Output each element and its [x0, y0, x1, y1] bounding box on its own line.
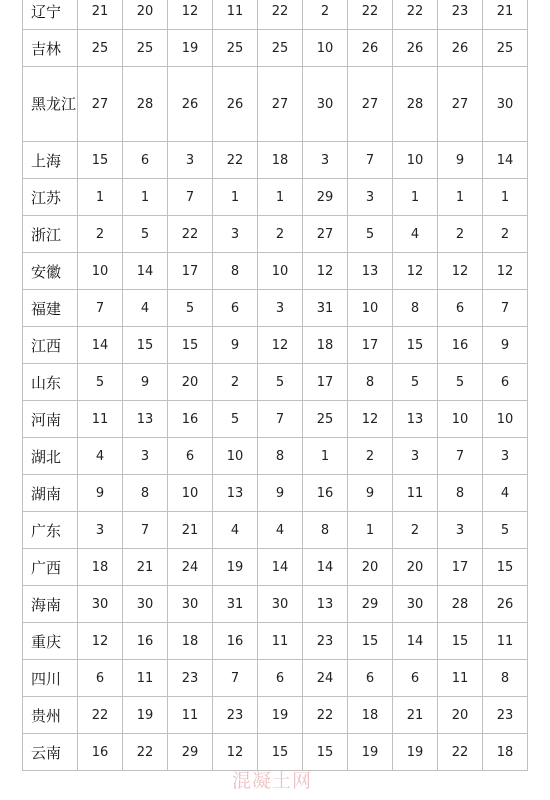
rank-cell: 6: [438, 290, 483, 327]
rank-cell: 5: [123, 216, 168, 253]
region-cell: 辽宁: [23, 0, 78, 30]
rank-cell: 18: [168, 623, 213, 660]
rank-cell: 2: [213, 364, 258, 401]
rank-cell: 25: [78, 30, 123, 67]
rank-cell: 17: [438, 549, 483, 586]
rank-cell: 22: [438, 734, 483, 771]
rank-cell: 19: [168, 30, 213, 67]
rank-cell: 1: [303, 438, 348, 475]
rank-cell: 10: [393, 142, 438, 179]
rank-cell: 15: [258, 734, 303, 771]
rank-cell: 8: [393, 290, 438, 327]
rank-cell: 19: [123, 697, 168, 734]
rank-cell: 30: [123, 586, 168, 623]
rank-cell: 7: [483, 290, 528, 327]
rank-cell: 9: [78, 475, 123, 512]
rank-cell: 21: [483, 0, 528, 30]
rank-cell: 29: [168, 734, 213, 771]
rank-cell: 12: [438, 253, 483, 290]
rank-cell: 26: [393, 30, 438, 67]
rank-cell: 4: [258, 512, 303, 549]
rank-cell: 9: [348, 475, 393, 512]
rank-cell: 16: [213, 623, 258, 660]
rank-cell: 11: [123, 660, 168, 697]
rank-cell: 2: [258, 216, 303, 253]
region-cell: 安徽: [23, 253, 78, 290]
rank-cell: 20: [348, 549, 393, 586]
rank-cell: 3: [258, 290, 303, 327]
rank-cell: 29: [303, 179, 348, 216]
table-row: [23, 364, 528, 401]
rank-cell: 22: [348, 0, 393, 30]
rank-cell: 6: [393, 660, 438, 697]
rank-cell: 3: [483, 438, 528, 475]
rank-cell: 3: [438, 512, 483, 549]
rank-cell: 16: [303, 475, 348, 512]
rank-cell: 21: [78, 0, 123, 30]
rank-cell: 16: [123, 623, 168, 660]
rank-cell: 1: [78, 179, 123, 216]
watermark-text: 混凝土网: [232, 770, 313, 792]
rank-cell: 3: [78, 512, 123, 549]
rank-cell: 9: [213, 327, 258, 364]
rank-cell: 25: [258, 30, 303, 67]
region-cell: 江西: [23, 327, 78, 364]
rank-cell: 31: [303, 290, 348, 327]
region-cell: 云南: [23, 734, 78, 771]
rank-cell: 18: [348, 697, 393, 734]
region-cell: 江苏: [23, 179, 78, 216]
rank-cell: 8: [483, 660, 528, 697]
rank-cell: 6: [123, 142, 168, 179]
table-row: [23, 512, 528, 549]
rank-cell: 5: [213, 401, 258, 438]
table-row: [23, 734, 528, 771]
rank-cell: 7: [123, 512, 168, 549]
rank-cell: 22: [258, 0, 303, 30]
rank-cell: 23: [438, 0, 483, 30]
rank-cell: 11: [258, 623, 303, 660]
rank-cell: 28: [438, 586, 483, 623]
rank-cell: 16: [78, 734, 123, 771]
rank-cell: 12: [258, 327, 303, 364]
rank-cell: 26: [213, 67, 258, 142]
rank-cell: 3: [123, 438, 168, 475]
rank-cell: 14: [78, 327, 123, 364]
table-row: [23, 142, 528, 179]
rank-cell: 3: [348, 179, 393, 216]
table-row: [23, 549, 528, 586]
rank-cell: 11: [438, 660, 483, 697]
rank-cell: 28: [393, 67, 438, 142]
rank-cell: 5: [168, 290, 213, 327]
rank-cell: 10: [168, 475, 213, 512]
ranking-table: [22, 0, 528, 771]
rank-cell: 14: [123, 253, 168, 290]
rank-cell: 22: [393, 0, 438, 30]
rank-cell: 9: [258, 475, 303, 512]
table-row: [23, 179, 528, 216]
rank-cell: 18: [303, 327, 348, 364]
rank-cell: 27: [78, 67, 123, 142]
rank-cell: 24: [168, 549, 213, 586]
rank-cell: 1: [393, 179, 438, 216]
table-row: [23, 475, 528, 512]
table-row: [23, 0, 528, 30]
rank-cell: 30: [483, 67, 528, 142]
rank-cell: 12: [348, 401, 393, 438]
rank-cell: 8: [438, 475, 483, 512]
region-cell: 四川: [23, 660, 78, 697]
rank-cell: 15: [123, 327, 168, 364]
rank-cell: 1: [123, 179, 168, 216]
region-cell: 福建: [23, 290, 78, 327]
rank-cell: 10: [303, 30, 348, 67]
rank-cell: 1: [483, 179, 528, 216]
rank-cell: 8: [123, 475, 168, 512]
region-cell: 广东: [23, 512, 78, 549]
rank-cell: 18: [78, 549, 123, 586]
rank-cell: 6: [258, 660, 303, 697]
rank-cell: 26: [168, 67, 213, 142]
rank-cell: 14: [303, 549, 348, 586]
rank-cell: 8: [303, 512, 348, 549]
rank-cell: 10: [213, 438, 258, 475]
rank-cell: 4: [393, 216, 438, 253]
table-row: [23, 327, 528, 364]
table-row: [23, 253, 528, 290]
rank-cell: 27: [438, 67, 483, 142]
rank-cell: 8: [258, 438, 303, 475]
rank-cell: 20: [393, 549, 438, 586]
table-row: [23, 660, 528, 697]
rank-cell: 27: [258, 67, 303, 142]
rank-cell: 17: [348, 327, 393, 364]
rank-cell: 18: [483, 734, 528, 771]
rank-cell: 25: [213, 30, 258, 67]
rank-cell: 7: [348, 142, 393, 179]
rank-cell: 7: [168, 179, 213, 216]
rank-cell: 7: [213, 660, 258, 697]
rank-cell: 6: [78, 660, 123, 697]
region-cell: 浙江: [23, 216, 78, 253]
rank-cell: 22: [303, 697, 348, 734]
region-cell: 湖南: [23, 475, 78, 512]
rank-cell: 15: [438, 623, 483, 660]
table-row: [23, 290, 528, 327]
rank-cell: 11: [78, 401, 123, 438]
rank-cell: 21: [123, 549, 168, 586]
rank-cell: 4: [78, 438, 123, 475]
rank-cell: 23: [168, 660, 213, 697]
rank-cell: 29: [348, 586, 393, 623]
rank-cell: 19: [258, 697, 303, 734]
region-cell: 河南: [23, 401, 78, 438]
rank-cell: 30: [303, 67, 348, 142]
region-cell: 吉林: [23, 30, 78, 67]
rank-cell: 12: [78, 623, 123, 660]
rank-cell: 28: [123, 67, 168, 142]
rank-cell: 12: [303, 253, 348, 290]
rank-cell: 20: [438, 697, 483, 734]
rank-cell: 6: [213, 290, 258, 327]
rank-cell: 1: [213, 179, 258, 216]
rank-cell: 25: [483, 30, 528, 67]
rank-cell: 13: [123, 401, 168, 438]
region-cell: 山东: [23, 364, 78, 401]
rank-cell: 25: [303, 401, 348, 438]
rank-cell: 6: [168, 438, 213, 475]
rank-cell: 30: [78, 586, 123, 623]
rank-cell: 16: [438, 327, 483, 364]
rank-cell: 22: [168, 216, 213, 253]
rank-cell: 2: [348, 438, 393, 475]
rank-cell: 4: [483, 475, 528, 512]
rank-cell: 11: [213, 0, 258, 30]
rank-cell: 10: [348, 290, 393, 327]
table-row: [23, 586, 528, 623]
table-row: [23, 216, 528, 253]
rank-cell: 5: [258, 364, 303, 401]
rank-cell: 2: [393, 512, 438, 549]
rank-cell: 11: [168, 697, 213, 734]
rank-cell: 17: [168, 253, 213, 290]
rank-cell: 13: [213, 475, 258, 512]
rank-cell: 22: [213, 142, 258, 179]
rank-cell: 31: [213, 586, 258, 623]
rank-cell: 8: [348, 364, 393, 401]
rank-cell: 26: [438, 30, 483, 67]
table-row: [23, 67, 528, 142]
rank-cell: 16: [168, 401, 213, 438]
table-row: [23, 623, 528, 660]
rank-cell: 15: [78, 142, 123, 179]
rank-cell: 15: [393, 327, 438, 364]
rank-cell: 21: [393, 697, 438, 734]
rank-cell: 5: [348, 216, 393, 253]
rank-cell: 2: [438, 216, 483, 253]
rank-cell: 24: [303, 660, 348, 697]
rank-cell: 26: [348, 30, 393, 67]
rank-cell: 6: [348, 660, 393, 697]
rank-cell: 11: [483, 623, 528, 660]
rank-cell: 1: [438, 179, 483, 216]
table-body: [23, 0, 528, 771]
rank-cell: 25: [123, 30, 168, 67]
rank-cell: 20: [123, 0, 168, 30]
rank-cell: 19: [348, 734, 393, 771]
rank-cell: 15: [303, 734, 348, 771]
rank-cell: 5: [438, 364, 483, 401]
rank-cell: 22: [78, 697, 123, 734]
rank-cell: 12: [168, 0, 213, 30]
rank-cell: 15: [348, 623, 393, 660]
rank-cell: 30: [168, 586, 213, 623]
rank-cell: 9: [438, 142, 483, 179]
rank-cell: 5: [78, 364, 123, 401]
rank-cell: 4: [213, 512, 258, 549]
region-cell: 湖北: [23, 438, 78, 475]
rank-cell: 7: [258, 401, 303, 438]
rank-cell: 7: [438, 438, 483, 475]
rank-cell: 23: [483, 697, 528, 734]
rank-cell: 19: [213, 549, 258, 586]
rank-cell: 17: [303, 364, 348, 401]
rank-cell: 13: [348, 253, 393, 290]
rank-cell: 3: [303, 142, 348, 179]
region-cell: 贵州: [23, 697, 78, 734]
rank-cell: 19: [393, 734, 438, 771]
rank-cell: 14: [258, 549, 303, 586]
rank-cell: 18: [258, 142, 303, 179]
rank-cell: 3: [393, 438, 438, 475]
rank-cell: 3: [168, 142, 213, 179]
rank-cell: 26: [483, 586, 528, 623]
rank-cell: 22: [123, 734, 168, 771]
rank-cell: 1: [348, 512, 393, 549]
rank-cell: 12: [483, 253, 528, 290]
rank-cell: 21: [168, 512, 213, 549]
table-row: [23, 438, 528, 475]
rank-cell: 5: [483, 512, 528, 549]
rank-cell: 23: [213, 697, 258, 734]
rank-cell: 6: [483, 364, 528, 401]
rank-cell: 13: [303, 586, 348, 623]
rank-cell: 10: [483, 401, 528, 438]
table-row: [23, 30, 528, 67]
rank-cell: 3: [213, 216, 258, 253]
rank-cell: 12: [213, 734, 258, 771]
rank-cell: 30: [393, 586, 438, 623]
region-cell: 广西: [23, 549, 78, 586]
region-cell: 海南: [23, 586, 78, 623]
rank-cell: 15: [168, 327, 213, 364]
table-row: [23, 401, 528, 438]
rank-cell: 8: [213, 253, 258, 290]
rank-cell: 14: [393, 623, 438, 660]
table-row: [23, 697, 528, 734]
rank-cell: 15: [483, 549, 528, 586]
rank-cell: 10: [258, 253, 303, 290]
rank-cell: 2: [483, 216, 528, 253]
rank-cell: 14: [483, 142, 528, 179]
rank-cell: 27: [348, 67, 393, 142]
rank-cell: 4: [123, 290, 168, 327]
rank-cell: 2: [78, 216, 123, 253]
rank-cell: 12: [393, 253, 438, 290]
rank-cell: 7: [78, 290, 123, 327]
rank-cell: 30: [258, 586, 303, 623]
rank-cell: 1: [258, 179, 303, 216]
rank-cell: 2: [303, 0, 348, 30]
rank-cell: 10: [438, 401, 483, 438]
rank-cell: 5: [393, 364, 438, 401]
rank-cell: 20: [168, 364, 213, 401]
rank-cell: 23: [303, 623, 348, 660]
rank-cell: 9: [483, 327, 528, 364]
region-cell: 上海: [23, 142, 78, 179]
rank-cell: 10: [78, 253, 123, 290]
rank-cell: 27: [303, 216, 348, 253]
region-cell: 重庆: [23, 623, 78, 660]
rank-cell: 9: [123, 364, 168, 401]
rank-cell: 13: [393, 401, 438, 438]
rank-cell: 11: [393, 475, 438, 512]
region-cell: 黑龙江: [23, 67, 78, 142]
